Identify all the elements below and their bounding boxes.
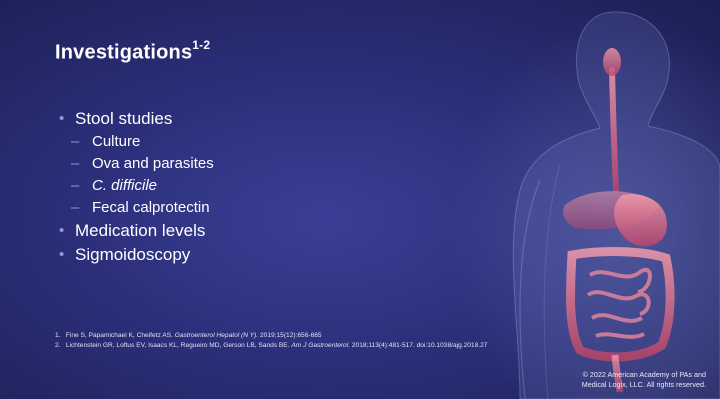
bullet-text: Stool studies (75, 109, 173, 128)
bullet-medication-levels (59, 219, 479, 243)
subbullet-text: Ova and parasites (92, 155, 214, 172)
bullet-list (59, 107, 479, 267)
subbullet-fecal-calprotectin (59, 197, 479, 219)
subbullet-text: Fecal calprotectin (92, 199, 210, 216)
reference-journal: Am J Gastroenterol. (291, 342, 351, 349)
subbullet-c-difficile (59, 175, 479, 197)
en-dash-icon: – (71, 177, 80, 194)
en-dash-icon: – (71, 155, 80, 172)
slide-title (55, 40, 210, 65)
bullet-dot-icon: • (59, 246, 65, 263)
en-dash-icon: – (71, 199, 80, 216)
reference-number: 1. (55, 332, 61, 339)
bullet-stool-studies (59, 107, 479, 131)
subbullet-ova-parasites (59, 153, 479, 175)
references (55, 331, 695, 351)
reference-authors: Fine S, Papamichael K, Cheifetz AS. (65, 332, 173, 339)
subbullet-text: Culture (92, 133, 141, 150)
copyright-line-2: Medical Logix, LLC. All rights reserved. (581, 380, 706, 389)
subbullet-culture (59, 131, 479, 153)
copyright-notice (506, 370, 706, 390)
bullet-dot-icon: • (59, 222, 65, 239)
reference-number: 2. (55, 342, 61, 349)
bullet-text: Sigmoidoscopy (75, 245, 191, 264)
reference-details: 2018;113(4):481-517. doi:10.1038/ajg.2018.27 (351, 342, 488, 349)
copyright-line-1: © 2022 American Academy of PAs and (582, 370, 706, 379)
reference-2 (55, 341, 695, 351)
slide-title-text: Investigations (55, 41, 193, 64)
title-superscript: 1-2 (192, 38, 211, 52)
bullet-dot-icon: • (59, 110, 65, 127)
en-dash-icon: – (71, 133, 80, 150)
subbullet-text: C. difficile (92, 177, 158, 194)
reference-authors: Lichtenstein GR, Loftus EV, Isaacs KL, Regueiro MD, Gerson LB, Sands BE. (65, 342, 290, 349)
bullet-sigmoidoscopy (59, 243, 479, 267)
bullet-text: Medication levels (75, 221, 206, 240)
reference-1 (55, 331, 695, 341)
reference-journal: Gastroenterol Hepatol (N Y). (174, 332, 259, 339)
reference-details: 2019;15(12):656-665 (260, 332, 322, 339)
